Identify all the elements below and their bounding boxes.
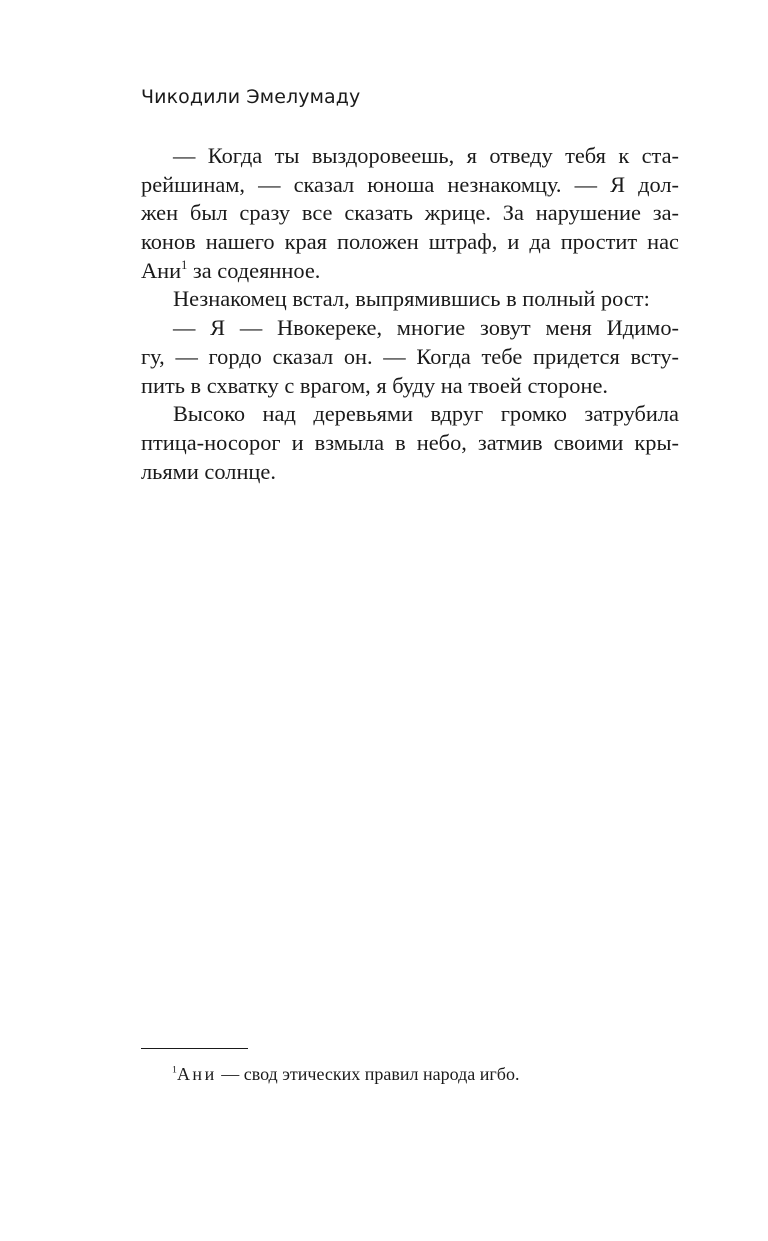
footnote — [172, 1063, 519, 1085]
text-line: пить в схватку с врагом, я буду на твоей стороне. — [141, 372, 608, 398]
text-line: конов нашего края положен штраф, и да простит нас — [141, 229, 679, 255]
text-line: — Когда ты выздоровеешь, я отведу тебя к ста- — [173, 143, 679, 168]
text-line: — Я — Нвокереке, многие зовут меня Идимо- — [173, 315, 679, 341]
text-fragment: за содеянное. — [187, 257, 321, 283]
footnote-separator — [141, 1048, 248, 1049]
text-line: Незнакомец встал, выпрямившись в полный рост: — [173, 286, 650, 312]
text-line: птица-носорог и взмыла в небо, затмив своими кры- — [141, 429, 679, 455]
text-line: жен был сразу все сказать жрице. За нарушение за- — [141, 200, 679, 226]
text-line: рейшинам, — сказал юноша незнакомцу. — Я дол- — [141, 171, 679, 197]
text-line: Высоко над деревьями вдруг громко затрубила — [173, 401, 679, 427]
footnote-reference: 1 — [181, 257, 188, 272]
text-fragment: Ани — [141, 257, 182, 283]
footnote-marker: 1 — [172, 1064, 177, 1076]
text-line: гу, — гордо сказал он. — Когда тебе придется всту- — [141, 343, 679, 369]
text-line: льями солнце. — [141, 458, 276, 484]
text-line — [141, 257, 679, 286]
footnote-text: — свод этических правил народа игбо. — [216, 1064, 520, 1084]
body-text — [141, 142, 679, 486]
footnote-term: Ани — [176, 1064, 217, 1084]
running-head: Чикодили Эмелумаду — [141, 86, 361, 108]
